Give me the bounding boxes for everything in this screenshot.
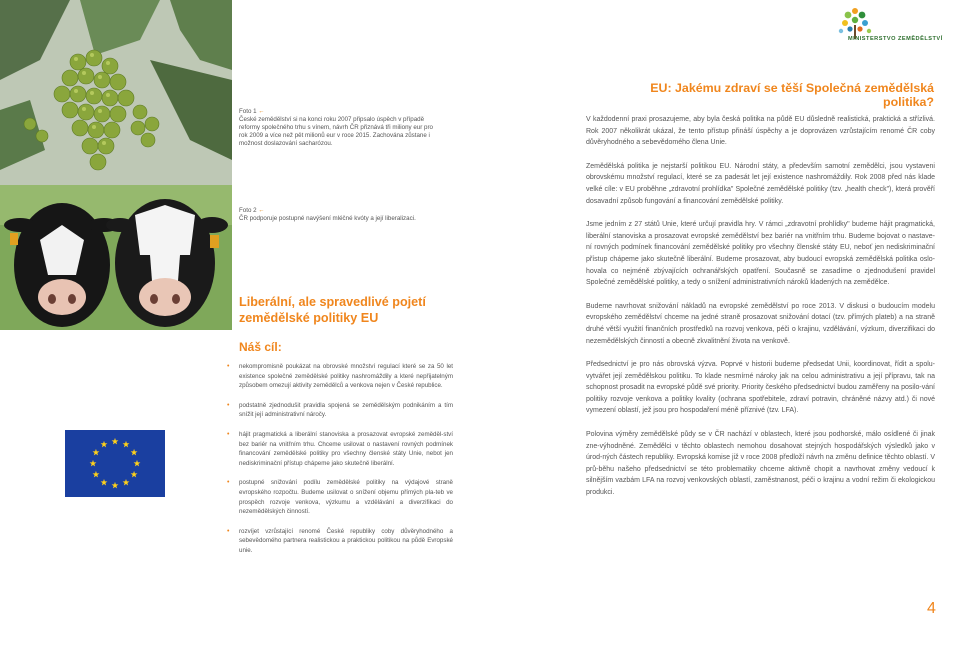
eu-flag-icon — [65, 430, 165, 497]
star-icon — [90, 460, 97, 467]
page-number: 4 — [927, 600, 936, 617]
paragraph: Polovina výměry zemědělské půdy se v ČR nachází v oblastech, které jsou podhorské, málo osídlené či jinak zne-výhodněné. Zemědělci v těchto oblastech nemohou dosahovat stejných hospodářských výsledků jako v úrod-ných částech republiky. Evropská komise již v roce 2008 předloží návrh na změnu definice těchto oblastí. V prů-běhu našeho předsednictví se této problematiky chceme aktivně chopit a navrhovat změny vedoucí k silnějším vazbám LFA na rozvoj venkovských oblastí, zaměstnanost, péči o krajinu a vodní režim či ekologickou produkci. — [586, 431, 935, 497]
star-icon — [112, 438, 119, 445]
star-icon — [93, 449, 100, 456]
right-page — [480, 0, 960, 651]
caption-label: Foto 1 — [239, 108, 257, 115]
paragraph: Jsme jedním z 27 států Unie, které určují pravidla hry. V rámci „zdravotní prohlídky" budeme hájit pragmatická, liberální stanoviska a prosazovat evropské zemědělství bez bariér na vnitřním trhu. Budeme bojovat o nastave-ní rovných podmínek financování zemědělské politiky pro všechny členské státy EU, neboť jen nediskriminační přístup chápeme jako skutečně liberální. Budeme prosazovat, aby budoucí evropská zemědělská politika oslo-hovala co nejméně zbývajících ochranářských opatření. Současně se zasadíme o zjednodušení pravidel Společné zemědělské politiky, a tedy o snížení administrativních nároků kladených na zemědělce. — [586, 221, 935, 287]
list-item: • hájit pragmatická a liberální stanoviska a prosazovat evropské zeměděl-ství bez bariér na vnitřním trhu. Chceme usilovat o nastavení rovných podmínek financování zemědělské politiky pro všechny členské státy Unie, nebot jen nediskriminační přístup chápeme jako skutečně liberální. — [227, 430, 453, 468]
caption-text: České zemědělství si na konci roku 2007 připsalo úspěch v případě reformy společného trhu s vínem, návrh ČR přiznává tři miliony eur pro rok 2009 a více než pět milionů eur v roce 2015. Zachována zůstane i možnost doslazování sacharózou. — [239, 116, 433, 148]
caption-label: Foto 2 — [239, 207, 257, 214]
star-icon — [93, 471, 100, 478]
section-heading: Liberální, ale spravedlivé pojetí zemědělské politiky EU — [239, 295, 426, 325]
star-icon — [112, 482, 119, 489]
star-icon — [101, 479, 108, 486]
ministry-logo-text: MINISTERSTVO ZEMĚDĚLSTVÍ — [848, 36, 943, 42]
goal-list — [227, 362, 453, 566]
paragraph: Zemědělská politika je nejstarší politikou EU. Národní státy, a především samotní zemědělci, jsou vystaveni obrovskému množství regulací, které se za padesát let její existence nashromáždily. Rok 2008 před nás klade velké cíle: v EU proběhne „zdravotní prohlídka" Společné zemědělské politiky (tzv. „health check"), která prověří dosavadní způsob fungování a financování zemědělské politiky. — [586, 162, 935, 205]
photo-caption-2 — [239, 207, 439, 223]
list-item: • rozvíjet vzrůstající renomé České republiky coby důvěryhodného a sebevědomého partnera realistickou a praktickou politikou na půdě Evropské unie. — [227, 527, 453, 556]
star-icon — [123, 441, 130, 448]
grapes-photo — [0, 0, 232, 200]
arrow-left-icon: ← — [258, 207, 265, 214]
paragraph: Budeme navrhovat snižování nákladů na evropské zemědělství po roce 2013. V diskusi o budoucím modelu evropského zemědělství chceme na jedné straně prosazovat snižování dotací (tzv. přímých plateb) a na straně druhé větší využití finančních prostředků na rozvoj venkova, péči o krajinu, vzdělávání, výzkum, diverzifikaci do nezemědělských činností a obecně zkvalitnění života na venkově. — [586, 302, 935, 345]
article-body — [586, 114, 935, 511]
page-title: EU: Jakému zdraví se těší Společná zemědělská politika? — [650, 81, 934, 109]
arrow-left-icon: ← — [258, 108, 265, 115]
cows-photo — [0, 185, 232, 330]
star-icon — [101, 441, 108, 448]
caption-text: ČR podporuje postupné navýšení mléčné kvóty a její liberalizaci. — [239, 215, 416, 223]
star-icon — [123, 479, 130, 486]
goal-subheading: Náš cíl: — [239, 340, 282, 354]
list-item: • nekompromisně poukázat na obrovské množství regulací které se za 50 let existence společné zemědělské politiky nashromáždily a které nepřijatelným způsobem omezují aktivity zemědělců a venkova nejen v České republice. — [227, 362, 453, 391]
tree-icon — [839, 8, 871, 39]
star-icon — [134, 460, 141, 467]
photo-caption-1 — [239, 108, 439, 148]
paragraph: Předsednictví je pro nás obrovská výzva. Poprvé v historii budeme předsedat Unii, koordinovat, řídit a spolu-vytvářet její zemědělskou politiku. To klade nesmírné nároky jak na celou administrativu a její přípravu, tak na schopnost prosadit na evropské půdě své priority. Priority českého předsednictví budou zaměřeny na posilo-vání politiky rozvoje venkova a politiky kvality (ochrana spotřebitele, zdraví potravin, chráněné názvy atd.) či nové vymezení oblastí, jež jsou pro hospodaření méně příznivé (tzv. LFA). — [586, 361, 935, 415]
star-icon — [131, 471, 138, 478]
list-item: • podstatně zjednodušit pravidla spojená se zemědělským podnikáním a tím snížit její administrativní náročy. — [227, 401, 453, 420]
paragraph: V každodenní praxi prosazujeme, aby byla česká politika na půdě EU důsledně realistická, praktická a střízlivá. Rok 2007 několikrát ukázal, že tento přístup přináší úspěchy a je doprovázen vzrůstajícím renomé ČR coby důvěryhodného a sebevědomého člena Unie. — [586, 116, 935, 147]
list-item: • postupné snižování podílu zemědělské politiky na výdajové straně evropského rozpočtu. Budeme usilovat o snížení objemu přímých pla-teb ve prospěch rozvoje venkova, výzkumu a vzdělávání a diverzifikaci do nezemědělských činností. — [227, 478, 453, 516]
star-icon — [131, 449, 138, 456]
